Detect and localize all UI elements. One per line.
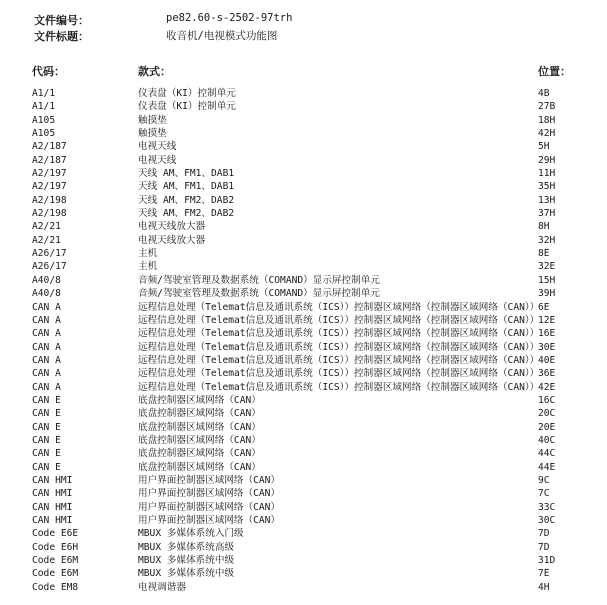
row-code: CAN A bbox=[32, 368, 61, 380]
row-model: 触摸垫 bbox=[138, 128, 167, 140]
row-position: 30E bbox=[538, 341, 556, 353]
table-row bbox=[0, 287, 607, 300]
row-code: CAN A bbox=[32, 381, 61, 393]
row-position: 32H bbox=[538, 234, 556, 246]
row-position: 27B bbox=[538, 101, 556, 113]
row-model: 主机 bbox=[138, 261, 158, 273]
table-row bbox=[0, 474, 607, 487]
row-code: CAN HMI bbox=[32, 501, 73, 513]
table-row bbox=[0, 207, 607, 220]
row-code: CAN E bbox=[32, 434, 61, 446]
row-model: 远程信息处理（Telemat信息及通讯系统（ICS））控制器区域网络（控制器区域网络（CAN）） bbox=[138, 341, 540, 353]
row-model: 电视调谐器 bbox=[138, 581, 186, 593]
doc-number-value: pe82.60-s-2502-97trh bbox=[166, 12, 293, 24]
row-code: CAN E bbox=[32, 421, 61, 433]
row-position: 35H bbox=[538, 181, 556, 193]
row-code: A40/8 bbox=[32, 288, 61, 300]
row-code: CAN HMI bbox=[32, 488, 73, 500]
table-row bbox=[0, 234, 607, 247]
table-row bbox=[0, 447, 607, 460]
table-row bbox=[0, 367, 607, 380]
doc-number-label: 文件编号： bbox=[34, 14, 89, 27]
row-model: 天线 AM、FM2、DAB2 bbox=[138, 194, 235, 206]
table-row bbox=[0, 314, 607, 327]
row-code: CAN E bbox=[32, 448, 61, 460]
table-row bbox=[0, 541, 607, 554]
doc-title-label: 文件标题： bbox=[34, 30, 89, 43]
row-model: 远程信息处理（Telemat信息及通讯系统（ICS））控制器区域网络（控制器区域网络（CAN）） bbox=[138, 368, 540, 380]
row-model: 主机 bbox=[138, 248, 158, 260]
table-row bbox=[0, 220, 607, 233]
table-row bbox=[0, 514, 607, 527]
row-position: 15H bbox=[538, 274, 556, 286]
header-model: 款式： bbox=[138, 65, 171, 78]
row-position: 42E bbox=[538, 381, 556, 393]
row-position: 8H bbox=[538, 221, 550, 233]
header-position: 位置： bbox=[538, 65, 571, 78]
table-row bbox=[0, 260, 607, 273]
row-model: 底盘控制器区域网络（CAN） bbox=[138, 448, 261, 460]
table-row bbox=[0, 527, 607, 540]
row-model: 电视天线放大器 bbox=[138, 221, 206, 233]
row-model: MBUX 多媒体系统中级 bbox=[138, 568, 235, 580]
row-model: 用户界面控制器区域网络（CAN） bbox=[138, 488, 281, 500]
row-model: 用户界面控制器区域网络（CAN） bbox=[138, 515, 281, 526]
row-code: A2/198 bbox=[32, 194, 67, 206]
row-position: 32E bbox=[538, 261, 556, 273]
row-code: CAN E bbox=[32, 408, 61, 420]
row-position: 37H bbox=[538, 208, 556, 220]
row-code: CAN E bbox=[32, 461, 61, 473]
row-code: A40/8 bbox=[32, 274, 61, 286]
table-row bbox=[0, 327, 607, 340]
table-row bbox=[0, 487, 607, 500]
row-model: MBUX 多媒体系统中级 bbox=[138, 555, 235, 567]
header-code: 代码： bbox=[32, 65, 65, 78]
table-row bbox=[0, 354, 607, 367]
table-row bbox=[0, 87, 607, 100]
table-row bbox=[0, 180, 607, 193]
table-row bbox=[0, 554, 607, 567]
row-position: 40E bbox=[538, 354, 556, 366]
table-row bbox=[0, 421, 607, 434]
row-code: CAN A bbox=[32, 328, 61, 340]
row-position: 20E bbox=[538, 421, 556, 433]
row-model: MBUX 多媒体系统高级 bbox=[138, 541, 235, 553]
row-code: A26/17 bbox=[32, 248, 67, 260]
row-model: 远程信息处理（Telemat信息及通讯系统（ICS））控制器区域网络（控制器区域网络（CAN）） bbox=[138, 328, 540, 340]
row-position: 7C bbox=[538, 488, 550, 500]
row-position: 4H bbox=[538, 581, 550, 593]
row-model: 远程信息处理（Telemat信息及通讯系统（ICS））控制器区域网络（控制器区域网络（CAN）） bbox=[138, 301, 540, 313]
row-code: A105 bbox=[32, 114, 56, 126]
row-code: A2/187 bbox=[32, 141, 67, 153]
table-row bbox=[0, 274, 607, 287]
row-code: A1/1 bbox=[32, 88, 56, 99]
row-model: 天线 AM、FM2、DAB2 bbox=[138, 208, 235, 220]
row-model: MBUX 多媒体系统入门级 bbox=[138, 528, 244, 540]
row-code: CAN A bbox=[32, 341, 61, 353]
row-code: A2/21 bbox=[32, 221, 61, 233]
table-row bbox=[0, 381, 607, 394]
row-code: A2/187 bbox=[32, 154, 67, 166]
row-position: 36E bbox=[538, 368, 556, 380]
table-row bbox=[0, 194, 607, 207]
row-model: 天线 AM、FM1、DAB1 bbox=[138, 168, 235, 180]
table-row bbox=[0, 394, 607, 407]
row-model: 触摸垫 bbox=[138, 114, 167, 126]
row-code: Code E6E bbox=[32, 528, 79, 540]
table-row bbox=[0, 301, 607, 314]
table-row bbox=[0, 127, 607, 140]
row-position: 29H bbox=[538, 154, 556, 166]
row-position: 7D bbox=[538, 528, 550, 540]
row-position: 11H bbox=[538, 168, 556, 180]
row-model: 电视天线放大器 bbox=[138, 234, 206, 246]
table-row bbox=[0, 341, 607, 354]
row-model: 音频/驾驶室管理及数据系统（COMAND）显示屏控制单元 bbox=[138, 288, 380, 300]
row-position: 16C bbox=[538, 394, 556, 406]
row-code: CAN E bbox=[32, 394, 61, 406]
row-position: 13H bbox=[538, 194, 556, 206]
row-model: 底盘控制器区域网络（CAN） bbox=[138, 434, 261, 446]
row-model: 底盘控制器区域网络（CAN） bbox=[138, 408, 261, 420]
row-model: 远程信息处理（Telemat信息及通讯系统（ICS））控制器区域网络（控制器区域网络（CAN）） bbox=[138, 314, 540, 326]
row-position: 5H bbox=[538, 141, 550, 153]
component-table bbox=[0, 87, 607, 594]
row-code: CAN A bbox=[32, 314, 61, 326]
row-model: 用户界面控制器区域网络（CAN） bbox=[138, 501, 281, 513]
row-position: 40C bbox=[538, 434, 556, 446]
table-row bbox=[0, 461, 607, 474]
row-code: A1/1 bbox=[32, 101, 56, 113]
row-model: 底盘控制器区域网络（CAN） bbox=[138, 394, 261, 406]
table-row bbox=[0, 567, 607, 580]
table-row bbox=[0, 154, 607, 167]
doc-title-value: 收音机/电视模式功能图 bbox=[166, 30, 278, 42]
row-code: Code E6M bbox=[32, 555, 79, 567]
table-row bbox=[0, 581, 607, 594]
row-code: A2/21 bbox=[32, 234, 61, 246]
row-model: 天线 AM、FM1、DAB1 bbox=[138, 181, 235, 193]
row-model: 底盘控制器区域网络（CAN） bbox=[138, 461, 261, 473]
row-code: CAN HMI bbox=[32, 474, 73, 486]
table-row bbox=[0, 114, 607, 127]
row-code: A2/198 bbox=[32, 208, 67, 220]
table-row bbox=[0, 501, 607, 514]
row-position: 31D bbox=[538, 555, 556, 567]
row-code: A105 bbox=[32, 128, 56, 140]
row-code: CAN A bbox=[32, 301, 61, 313]
row-model: 电视天线 bbox=[138, 154, 177, 166]
row-model: 底盘控制器区域网络（CAN） bbox=[138, 421, 261, 433]
table-row bbox=[0, 140, 607, 153]
row-code: Code E6H bbox=[32, 541, 79, 553]
row-position: 42H bbox=[538, 128, 556, 140]
row-model: 仪表盘（KI）控制单元 bbox=[138, 101, 236, 113]
row-position: 7E bbox=[538, 568, 550, 580]
row-code: Code E6M bbox=[32, 568, 79, 580]
row-position: 12E bbox=[538, 314, 556, 326]
row-position: 6E bbox=[538, 301, 550, 313]
table-row bbox=[0, 167, 607, 180]
row-position: 16E bbox=[538, 328, 556, 340]
row-position: 20C bbox=[538, 408, 556, 420]
table-row bbox=[0, 407, 607, 420]
row-position: 18H bbox=[538, 114, 556, 126]
row-model: 用户界面控制器区域网络（CAN） bbox=[138, 474, 281, 486]
row-model: 远程信息处理（Telemat信息及通讯系统（ICS））控制器区域网络（控制器区域网络（CAN）） bbox=[138, 381, 540, 393]
table-row bbox=[0, 100, 607, 113]
row-code: A26/17 bbox=[32, 261, 67, 273]
row-position: 8E bbox=[538, 248, 550, 260]
table-row bbox=[0, 247, 607, 260]
row-position: 4B bbox=[538, 88, 550, 99]
row-model: 音频/驾驶室管理及数据系统（COMAND）显示屏控制单元 bbox=[138, 274, 380, 286]
row-code: A2/197 bbox=[32, 168, 67, 180]
table-row bbox=[0, 434, 607, 447]
row-code: A2/197 bbox=[32, 181, 67, 193]
row-model: 电视天线 bbox=[138, 141, 177, 153]
row-code: CAN A bbox=[32, 354, 61, 366]
row-position: 7D bbox=[538, 541, 550, 553]
row-model: 仪表盘（KI）控制单元 bbox=[138, 88, 236, 99]
row-position: 33C bbox=[538, 501, 556, 513]
row-position: 39H bbox=[538, 288, 556, 300]
row-model: 远程信息处理（Telemat信息及通讯系统（ICS））控制器区域网络（控制器区域网络（CAN）） bbox=[138, 354, 540, 366]
row-position: 30C bbox=[538, 515, 556, 526]
row-position: 9C bbox=[538, 474, 550, 486]
row-code: CAN HMI bbox=[32, 515, 73, 526]
row-code: Code EM8 bbox=[32, 581, 79, 593]
row-position: 44C bbox=[538, 448, 556, 460]
row-position: 44E bbox=[538, 461, 556, 473]
